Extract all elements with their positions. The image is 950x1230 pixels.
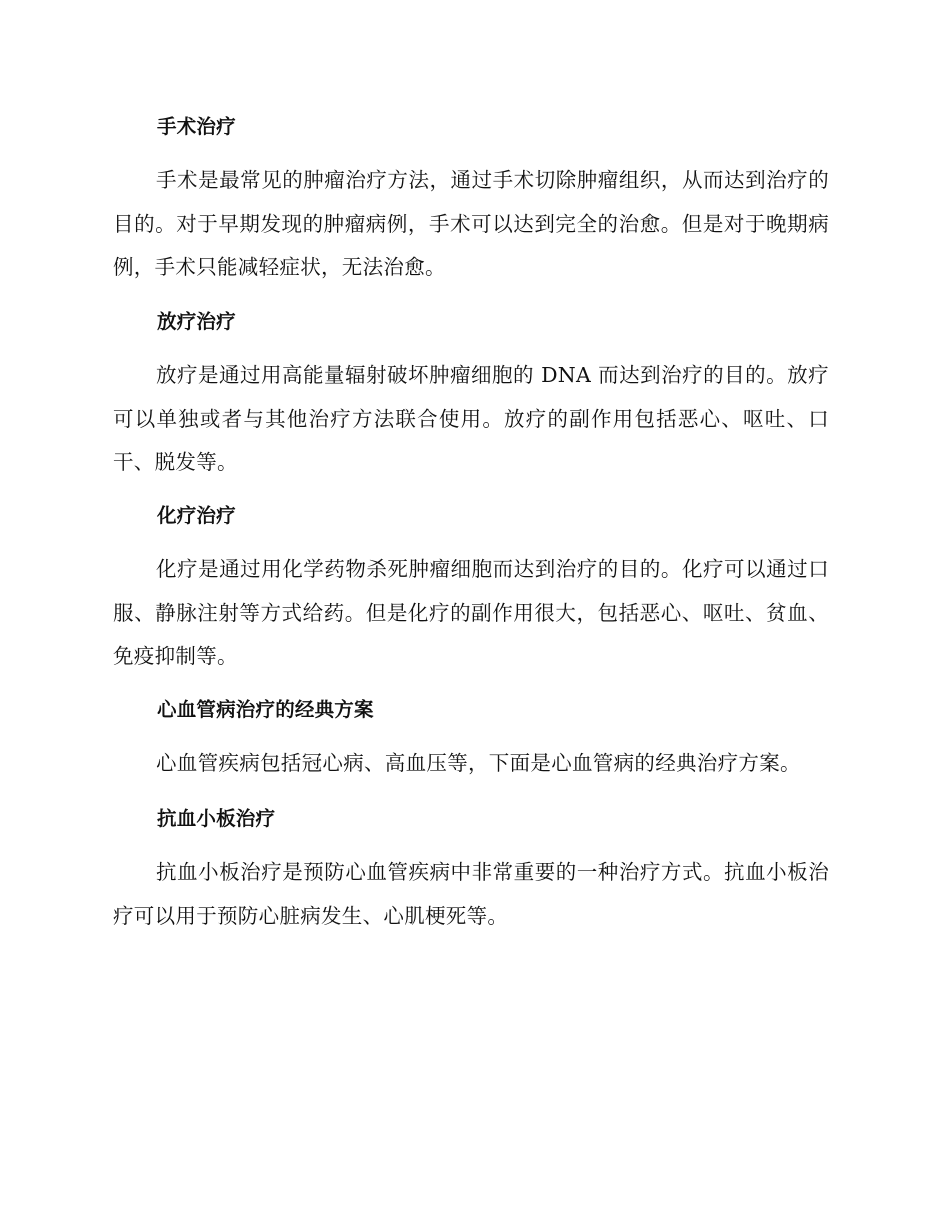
section-paragraph-radiotherapy: 放疗是通过用高能量辐射破坏肿瘤细胞的 DNA 而达到治疗的目的。放疗可以单独或者与其他治疗方法联合使用。放疗的副作用包括恶心、呕吐、口干、脱发等。 (113, 363, 829, 474)
section-paragraph-antiplatelet: 抗血小板治疗是预防心血管疾病中非常重要的一种治疗方式。抗血小板治疗可以用于预防心脏病发生、心肌梗死等。 (113, 860, 829, 928)
section-paragraph-cardiovascular: 心血管疾病包括冠心病、高血压等，下面是心血管病的经典治疗方案。 (156, 751, 801, 775)
section-heading-antiplatelet: 抗血小板治疗 (157, 807, 276, 830)
section-heading-chemotherapy: 化疗治疗 (157, 504, 236, 527)
section-heading-cardiovascular: 心血管病治疗的经典方案 (157, 698, 374, 721)
section-heading-surgery: 手术治疗 (157, 115, 236, 138)
section-paragraph-surgery: 手术是最常见的肿瘤治疗方法，通过手术切除肿瘤组织，从而达到治疗的目的。对于早期发现的肿瘤病例，手术可以达到完全的治愈。但是对于晚期病例，手术只能减轻症状，无法治愈。 (113, 168, 829, 279)
section-paragraph-chemotherapy: 化疗是通过用化学药物杀死肿瘤细胞而达到治疗的目的。化疗可以通过口服、静脉注射等方式给药。但是化疗的副作用很大，包括恶心、呕吐、贫血、免疫抑制等。 (113, 557, 829, 668)
section-heading-radiotherapy: 放疗治疗 (157, 310, 236, 333)
